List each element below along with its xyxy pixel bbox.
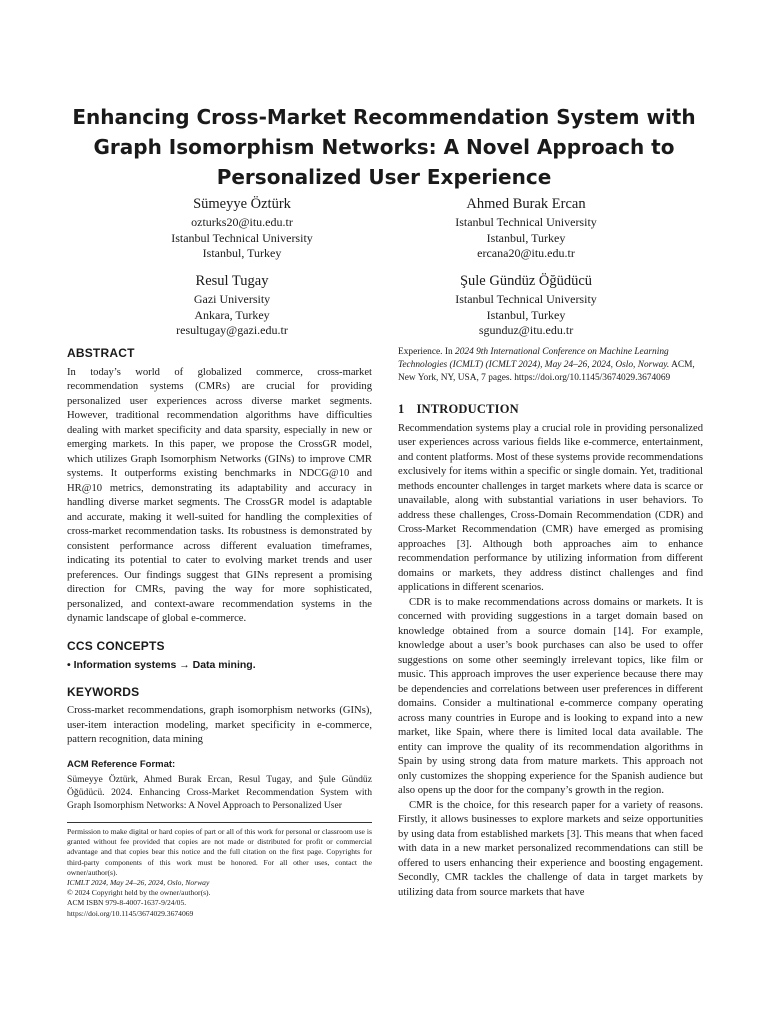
left-column (67, 346, 372, 812)
permission-footnote (67, 822, 372, 919)
author-block-3 (102, 272, 362, 339)
ccs-heading: CCS CONCEPTS (67, 638, 165, 653)
paper-title: Enhancing Cross-Market Recommendation System with Graph Isomorphism Networks: A Novel Approach to Personalized User Experience (72, 105, 696, 189)
author-location: Istanbul, Turkey (486, 307, 566, 322)
author-affiliation: Gazi University (193, 292, 271, 306)
footnote-venue: ICMLT 2024, May 24–26, 2024, Oslo, Norway (67, 878, 210, 888)
author-affiliation: Istanbul Technical University (455, 215, 597, 229)
footnote-doi: https://doi.org/10.1145/3674029.3674069 (67, 908, 194, 918)
keywords-heading: KEYWORDS (67, 684, 140, 699)
abstract-heading: ABSTRACT (67, 346, 135, 360)
author-block-1 (112, 195, 372, 262)
author-location: Istanbul, Turkey (486, 230, 566, 245)
ccs-text: • Information systems → Data mining. (67, 659, 256, 671)
abstract-text: In today’s world of globalized commerce, cross-market recommendation systems (CMRs) are crucial for providing personalized user experiences across diverse market segments. However, traditional recommendation algorithms have difficulties dealing with market specificity and data sparsity, especially in new or emerging markets. In this paper, we propose the CrossGR model, which utilizes Graph Isomorphism Networks (GINs) to improve CMR systems. It outperforms existing benchmarks in NDCG@10 and HR@10 metrics, demonstrating its adaptability and accuracy in handling diverse market segments. The CrossGR model is adaptable and accurate, making it well-suited for handling the complexities of cross-market recommendation tasks. Its robustness is demonstrated by consistent performance across different evaluation timeframes, indicating its potential to cater to evolving market trends and user preferences. Our findings suggest that GINs represent a promising direction for CMRs, paving the way for more sophisticated, personalized, and context-aware recommendation systems in the dynamic landscape of global e-commerce. (67, 366, 372, 624)
acm-reference-continued (398, 346, 703, 384)
author-block-4 (396, 272, 656, 339)
acm-reference-heading: ACM Reference Format: (67, 758, 176, 770)
author-name: Resul Tugay (195, 273, 269, 289)
author-location: Istanbul, Turkey (202, 246, 282, 260)
right-column (398, 346, 703, 900)
introduction-heading (398, 402, 703, 417)
acm-reference-continued-post: ACM, New York, NY, USA, 7 pages. https://doi.org/10.1145/3674029.3674069 (398, 359, 695, 383)
author-location: Ankara, Turkey (194, 307, 270, 322)
keywords-text: Cross-market recommendations, graph isomorphism networks (GINs), user-item interaction modeling, market specificity in e-commerce, pattern recognition, data mining (67, 705, 372, 745)
intro-paragraph-1: Recommendation systems play a crucial role in providing personalized user experiences across various fields like e-commerce, entertainment, and content platforms. Most of these systems provide recommendations exclusively for items within a specific or single domain. Yet, traditional methods encounter challenges in target markets where data is scarce or unavailable, along with substantial variations in user behaviors. To address these challenges, Cross-Domain Recommendation (CDR) and Cross-Market Recommendation (CMR) have emerged as promising approaches [3]. Although both approaches aim to enhance recommendation performance by utilizing information from different domains or markets, they address distinct challenges and find applications in different scenarios. (398, 422, 703, 594)
acm-reference-continued-pre: Experience. In (398, 347, 456, 357)
author-affiliation: Istanbul Technical University (455, 292, 597, 306)
author-block-2 (396, 195, 656, 262)
footnote-copyright: © 2024 Copyright held by the owner/author(s). (67, 888, 211, 898)
section-number: 1 (398, 402, 405, 417)
author-email: ercana20@itu.edu.tr (477, 246, 575, 260)
author-name: Sümeyye Öztürk (193, 196, 291, 212)
intro-paragraph-2: CDR is to make recommendations across domains or markets. It is concerned with providing suggestions in a target domain based on knowledge obtained from a source domain [14]. For example, knowledge about a user’s book purchases can also be used to offer suggestions on some other seemingly irrelevant topics, like film or music. This approach improves the user experience because there may be dependencies and correlations between user preferences in different domains. Consider a multinational e-commerce company operating across many countries in Europe and is looking to expand into a new market, like Spain, where there is limited local data available. The entity can improve the quality of its recommendation algorithms in Spain by using strong data from mature markets. This approach not only customizes the shopping experience for the Spanish audience but also opens up the door for the company’s growth in the region. (398, 596, 703, 797)
footnote-divider (67, 822, 372, 823)
author-email: ozturks20@itu.edu.tr (191, 215, 293, 229)
acm-reference-text: Sümeyye Öztürk, Ahmed Burak Ercan, Resul Tugay, and Şule Gündüz Öğüdücü. 2024. Enhancing Cross-Market Recommendation System with Graph Isomorphism Networks: A Novel Approach to Personalized User (67, 774, 372, 811)
author-name: Şule Gündüz Öğüdücü (459, 273, 593, 289)
author-email: resultugay@gazi.edu.tr (176, 323, 288, 337)
author-email: sgunduz@itu.edu.tr (478, 323, 574, 337)
footnote-isbn: ACM ISBN 979-8-4007-1637-9/24/05. (67, 898, 187, 908)
author-name: Ahmed Burak Ercan (466, 196, 586, 212)
author-affiliation: Istanbul Technical University (171, 230, 313, 245)
permission-text: Permission to make digital or hard copies of part or all of this work for personal or classroom use is granted without fee provided that copies are not made or distributed for profit or commercial advantage and that copies bear this notice and the full citation on the first page. Copyrights for third-party components of this work must be honored. For all other uses, contact the owner/author(s). (67, 827, 372, 877)
section-title: INTRODUCTION (416, 402, 519, 417)
intro-paragraph-3: CMR is the choice, for this research paper for a variety of reasons. Firstly, it allows businesses to explore markets and seize opportunities by using data from established markets [3]. This means that when faced with data in a new market personalized recommendations can still be offered to users enhancing their experience and boosting engagement. Secondly, CMR tackles the challenge of data in target markets by utilizing data from source markets that have (398, 799, 703, 898)
acm-reference-venue: 2024 9th International Conference on Machine Learning Technologies (ICMLT) (ICMLT 2024), May 24–26, 2024, Oslo, Norway. (398, 347, 670, 370)
